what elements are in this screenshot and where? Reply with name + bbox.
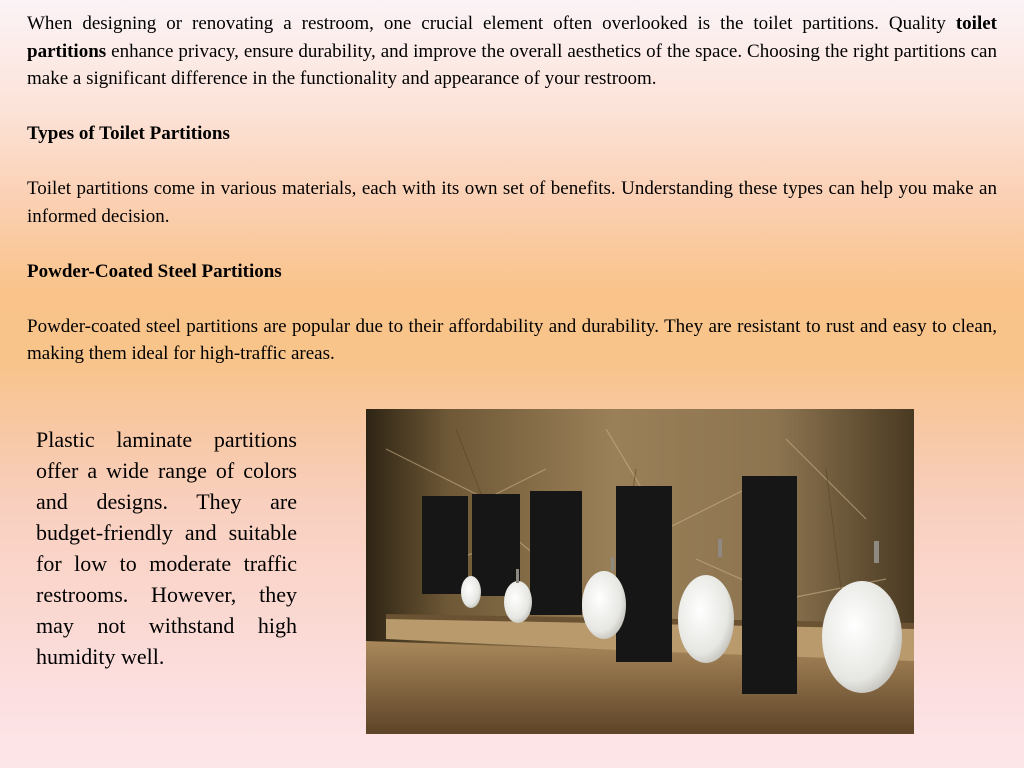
intro-text-end: enhance privacy, ensure durability, and improve the overall aesthetics of the space. Choosing the right partitions can make a significant difference in the functionality and appearance of your restroom. (27, 40, 997, 89)
plastic-laminate-paragraph: Plastic laminate partitions offer a wide range of colors and designs. They are budget-friendly and suitable for low to moderate traffic restrooms. However, they may not withstand high humidity well. (36, 427, 297, 669)
steel-paragraph: Powder-coated steel partitions are popular due to their affordability and durability. They are resistant to rust and easy to clean, making them ideal for high-traffic areas. (27, 315, 997, 364)
document-body (27, 10, 997, 368)
intro-paragraph (27, 10, 997, 93)
types-heading: Types of Toilet Partitions (27, 123, 230, 144)
steel-heading: Powder-Coated Steel Partitions (27, 260, 282, 282)
toilet-partitions-emphasis: toilet partitions (27, 13, 997, 62)
types-paragraph: Toilet partitions come in various materials, each with its own set of benefits. Understanding these types can help you make an informed decision. (27, 178, 997, 227)
restroom-urinal-photo (366, 409, 914, 734)
intro-text-start: When designing or renovating a restroom, one crucial element often overlooked is the toilet partitions. Quality (27, 13, 956, 34)
